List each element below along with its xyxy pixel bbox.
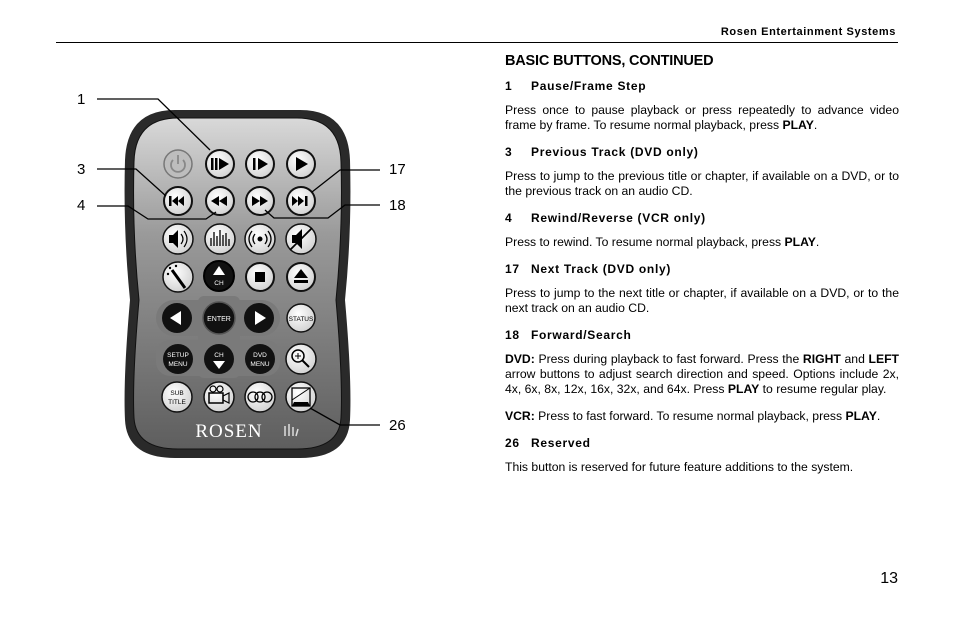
callout-3: 3: [77, 161, 86, 178]
section-number: 18: [505, 328, 520, 342]
callout-4: 4: [77, 197, 86, 214]
section-number: 4: [505, 211, 513, 225]
page-number: 13: [880, 570, 898, 587]
callout-26: 26: [389, 417, 406, 434]
brand-logo: ROSEN: [195, 421, 263, 442]
left-arrow-button: [162, 303, 192, 333]
enter-label: ENTER: [207, 316, 231, 323]
section-number: 17: [505, 262, 520, 276]
camera-angle-button: [204, 382, 234, 412]
section-title-text: Previous Track (DVD only): [531, 145, 699, 159]
dvd-menu-button: [245, 344, 275, 374]
section-paragraph: This button is reserved for future feature additions to the system.: [505, 460, 854, 474]
fast-forward-button: [246, 187, 274, 215]
section-paragraph: Press to rewind. To resume normal playback, press PLAY.: [505, 235, 820, 249]
status-label: STATUS: [288, 316, 314, 323]
sub-label: SUB: [170, 390, 184, 397]
zoom-button: [286, 344, 316, 374]
section-title-text: Pause/Frame Step: [531, 79, 647, 93]
section-title-text: Reserved: [531, 436, 591, 450]
play-button: [287, 150, 315, 178]
section-title: [505, 436, 899, 451]
section-title: [505, 145, 899, 160]
section-title-text: Rewind/Reverse (VCR only): [531, 211, 706, 225]
callout-18: 18: [389, 197, 406, 214]
section-previous-track: [505, 145, 899, 199]
right-arrow-button: [244, 303, 274, 333]
section-reserved: [505, 436, 899, 475]
next-track-button: [287, 187, 315, 215]
rewind-button: [206, 187, 234, 215]
wand-button: [163, 262, 193, 292]
section-paragraph: Press to jump to the previous title or chapter, if available on a DVD, or to the previous track on an audio CD.: [505, 169, 899, 198]
pause-step-button: [206, 150, 234, 178]
reserved-button: [286, 382, 316, 412]
section-paragraph: Press once to pause playback or press repeatedly to advance video frame by frame. To resume normal playback, press PLAY.: [505, 103, 899, 132]
power-button: [164, 150, 192, 178]
section-title: [505, 79, 899, 94]
section-title: [505, 262, 899, 277]
section-next-track: [505, 262, 899, 316]
text-column: [505, 54, 899, 487]
section-paragraph: Press to jump to the next title or chapter, if available on a DVD, or to the next track on an audio CD.: [505, 286, 899, 315]
section-paragraph-vcr: VCR: Press to fast forward. To resume normal playback, press PLAY.: [505, 409, 881, 423]
subtitle-button: [162, 382, 192, 412]
mute-button: [286, 224, 316, 254]
setup-label: SETUP: [167, 352, 189, 359]
setup-menu-label: MENU: [168, 361, 188, 368]
section-title: [505, 328, 899, 343]
frame-step-button: [246, 150, 274, 178]
subtitle-label: TITLE: [168, 399, 186, 406]
page-header: Rosen Entertainment Systems: [720, 26, 896, 38]
stop-button: [246, 263, 274, 291]
section-pause: [505, 79, 899, 133]
channel-down-label: CH: [214, 352, 224, 359]
section-title-text: Next Track (DVD only): [531, 262, 672, 276]
audio-button: [245, 382, 275, 412]
previous-track-button: [164, 187, 192, 215]
section-number: 26: [505, 436, 520, 450]
section-forward-search: [505, 328, 899, 424]
callout-1: 1: [77, 91, 86, 108]
eject-button: [287, 263, 315, 291]
volume-button: [163, 224, 193, 254]
dvd-menu-label: MENU: [250, 361, 270, 368]
dvd-label: DVD: [253, 352, 267, 359]
setup-menu-button: [163, 344, 193, 374]
section-paragraph-dvd: DVD: Press during playback to fast forward. Press the RIGHT and LEFT arrow buttons to adjust search direction and speed. Options include 2x, 4x, 6x, 8x, 12x, 16x, 32x, and 64x. Press PLAY to resume regular play.: [505, 352, 899, 396]
channel-up-label: CH: [214, 280, 224, 287]
channel-down-button: [204, 344, 234, 374]
callout-17: 17: [389, 161, 406, 178]
page-heading: BASIC BUTTONS, CONTINUED: [505, 53, 714, 69]
section-rewind: [505, 211, 899, 250]
surround-button: [245, 224, 275, 254]
section-title-text: Forward/Search: [531, 328, 632, 342]
section-number: 3: [505, 145, 513, 159]
section-number: 1: [505, 79, 513, 93]
equalizer-button: [205, 224, 235, 254]
section-title: [505, 211, 899, 226]
